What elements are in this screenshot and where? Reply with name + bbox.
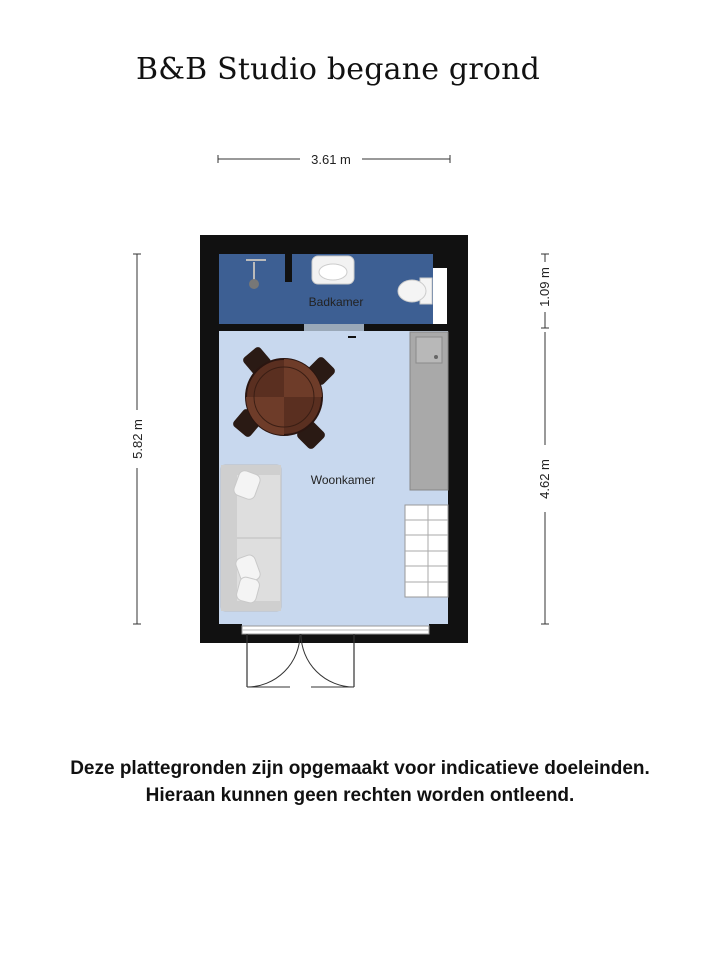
dining-table [246, 359, 322, 435]
disclaimer-line-2: Hieraan kunnen geen rechten worden ontleend. [145, 785, 575, 806]
page-title: B&B Studio begane grond [136, 52, 541, 87]
dimension-living-label: 4.62 m [537, 459, 552, 499]
room-label-bathroom: Badkamer [308, 295, 364, 309]
disclaimer-line-1: Deze plattegronden zijn opgemaakt voor indicatieve doeleinden. [70, 758, 650, 779]
staircase [405, 505, 448, 597]
dimension-top [218, 152, 450, 167]
dimension-left-label: 5.82 m [130, 419, 145, 459]
dimension-left [130, 254, 145, 624]
sofa [221, 465, 281, 611]
disclaimer [0, 755, 720, 809]
washbasin-icon [312, 256, 354, 284]
dimension-top-label: 3.61 m [311, 152, 351, 167]
dimension-bathroom-label: 1.09 m [537, 267, 552, 307]
bathroom-door [304, 324, 364, 331]
dimension-right [537, 254, 552, 624]
room-label-living: Woonkamer [310, 473, 376, 487]
kitchen-counter [410, 332, 448, 490]
front-opening-floor [242, 618, 429, 626]
shower-partition [285, 254, 292, 282]
bathroom-window [433, 268, 447, 324]
